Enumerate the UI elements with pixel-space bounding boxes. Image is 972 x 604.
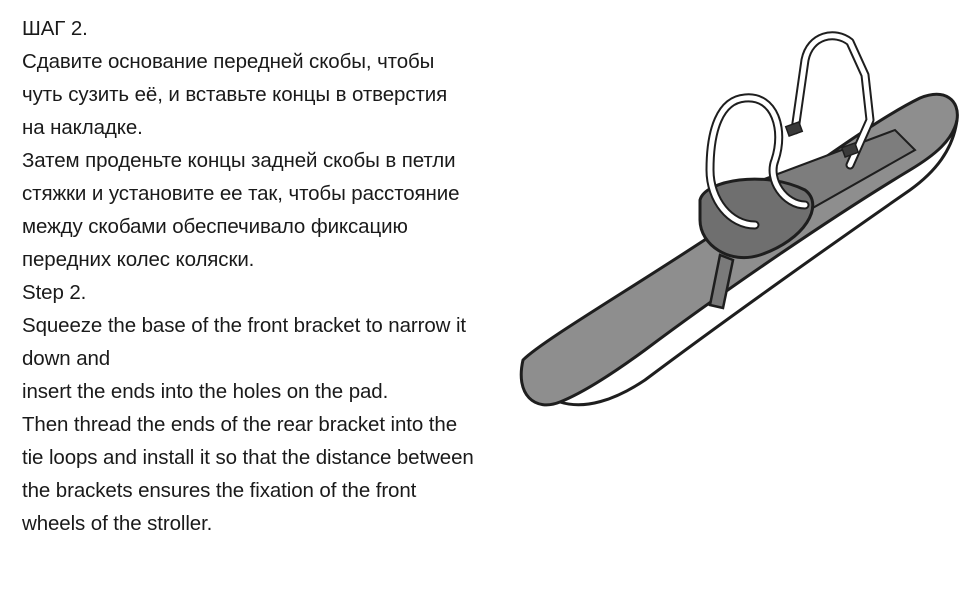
- instruction-line-ru: между скобами обеспечивало фиксацию: [22, 215, 408, 238]
- bracket-clip: [786, 122, 803, 136]
- instruction-text: [22, 12, 532, 540]
- instruction-line-ru: Сдавите основание передней скобы, чтобы: [22, 50, 435, 73]
- stroller-ski-illustration: [505, 20, 965, 460]
- instruction-line-en: insert the ends into the holes on the pad.: [22, 380, 389, 403]
- instruction-line-en: wheels of the stroller.: [22, 512, 213, 535]
- instruction-line-ru: чуть сузить её, и вставьте концы в отверстия: [22, 83, 448, 106]
- instruction-line-en: Squeeze the base of the front bracket to narrow it: [22, 314, 466, 337]
- step-heading-en: Step 2.: [22, 281, 87, 304]
- step-heading-ru: ШАГ 2.: [22, 17, 88, 40]
- instruction-line-ru: передних колес коляски.: [22, 248, 255, 271]
- instruction-line-ru: стяжки и установите ее так, чтобы расстояние: [22, 182, 460, 205]
- instruction-line-en: down and: [22, 347, 111, 370]
- instruction-line-en: the brackets ensures the fixation of the front: [22, 479, 417, 502]
- instruction-line-ru: Затем проденьте концы задней скобы в петли: [22, 149, 456, 172]
- instruction-line-en: Then thread the ends of the rear bracket into the: [22, 413, 457, 436]
- instruction-line-en: tie loops and install it so that the distance between: [22, 446, 474, 469]
- instruction-line-ru: на накладке.: [22, 116, 143, 139]
